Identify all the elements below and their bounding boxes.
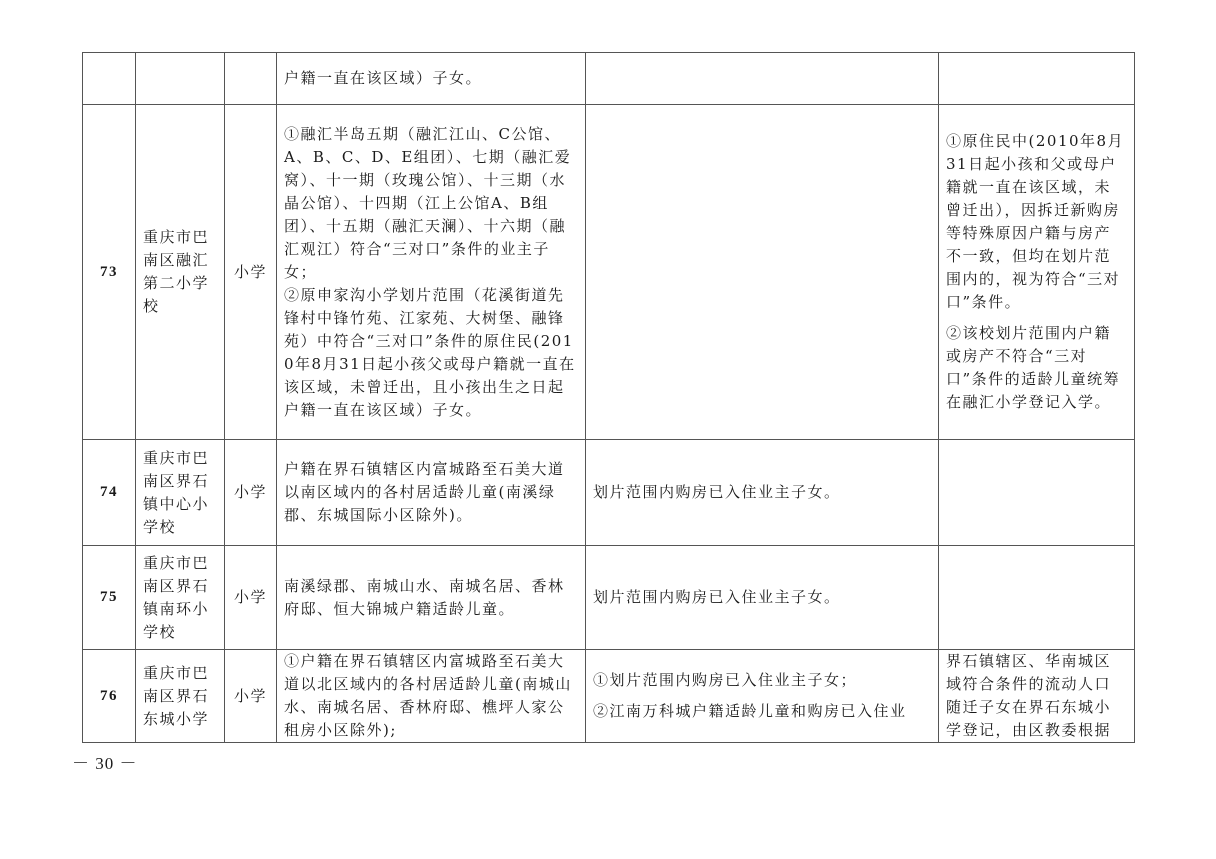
page-number: － 30 － [72,754,138,773]
school-level: 小学 [225,440,277,546]
cell-note [939,105,1135,440]
cell-house-empty [586,105,939,440]
cell-level-empty [225,53,277,105]
school-name: 重庆市巴南区界石东城小学 [136,650,225,743]
cell-house [586,650,939,743]
school-name: 重庆市巴南区融汇第二小学校 [136,105,225,440]
row-number: 76 [83,650,136,743]
table-row-75 [83,546,1135,650]
cell-note-empty [939,546,1135,650]
house-item-2: ②江南万科城户籍适龄儿童和购房已入住业 [593,702,907,720]
cell-num-empty [83,53,136,105]
cell-area: 户籍在界石镇辖区内富城路至石美大道以南区域内的各村居适龄儿童(南溪绿郡、东城国际小区除外)。 [277,440,586,546]
cell-house-empty [586,53,939,105]
school-level: 小学 [225,546,277,650]
cell-house: 划片范围内购房已入住业主子女。 [586,546,939,650]
school-name: 重庆市巴南区界石镇南环小学校 [136,546,225,650]
table-row-76 [83,650,1135,743]
cell-area [277,53,586,105]
area-item-1: ①融汇半岛五期（融汇江山、C公馆、A、B、C、D、E组团）、七期（融汇爱窝）、十一期（玫瑰公馆）、十三期（水晶公馆）、十四期（江上公馆A、B组团）、十五期（融汇天澜）、十六期（融汇观江）符合“三对口”条件的业主子女； [284,124,572,281]
house-spacer [593,692,931,700]
area-item-2: ②原申家沟小学划片范围（花溪街道先锋村中锋竹苑、江家苑、大树堡、融锋苑）中符合“三对口”条件的原住民(2010年8月31日起小孩父或母户籍就一直在该区域，未曾迁出，且小孩出生之日起户籍一直在该区域）子女。 [284,285,576,419]
note-item-1: ①原住民中(2010年8月31日起小孩和父或母户籍就一直在该区域，未曾迁出），因拆迁新购房等特殊原因户籍与房产不一致，但均在划片范围内的，视为符合“三对口”条件。 [946,132,1125,311]
row-number: 73 [83,105,136,440]
cell-school-empty [136,53,225,105]
table-row-74 [83,440,1135,546]
cell-note: 界石镇辖区、华南城区域符合条件的流动人口随迁子女在界石东城小学登记，由区教委根据 [939,650,1135,743]
cell-area: ①户籍在界石镇辖区内富城路至石美大道以北区域内的各村居适龄儿童(南城山水、南城名居、香林府邸、樵坪人家公租房小区除外); [277,650,586,743]
cell-note-empty [939,53,1135,105]
school-zoning-table [82,52,1135,743]
school-level: 小学 [225,650,277,743]
area-text: 户籍一直在该区域）子女。 [284,69,483,87]
table-row-73 [83,105,1135,440]
table-row-continued [83,53,1135,105]
school-name: 重庆市巴南区界石镇中心小学校 [136,440,225,546]
cell-area [277,105,586,440]
cell-area: 南溪绿郡、南城山水、南城名居、香林府邸、恒大锦城户籍适龄儿童。 [277,546,586,650]
house-item-1: ①划片范围内购房已入住业主子女； [593,671,858,689]
row-number: 75 [83,546,136,650]
note-item-2: ②该校划片范围内户籍或房产不符合“三对口”条件的适龄儿童统筹在融汇小学登记入学。 [946,324,1121,411]
cell-house: 划片范围内购房已入住业主子女。 [586,440,939,546]
cell-note-empty [939,440,1135,546]
school-level: 小学 [225,105,277,440]
row-number: 74 [83,440,136,546]
note-spacer [946,314,1127,322]
